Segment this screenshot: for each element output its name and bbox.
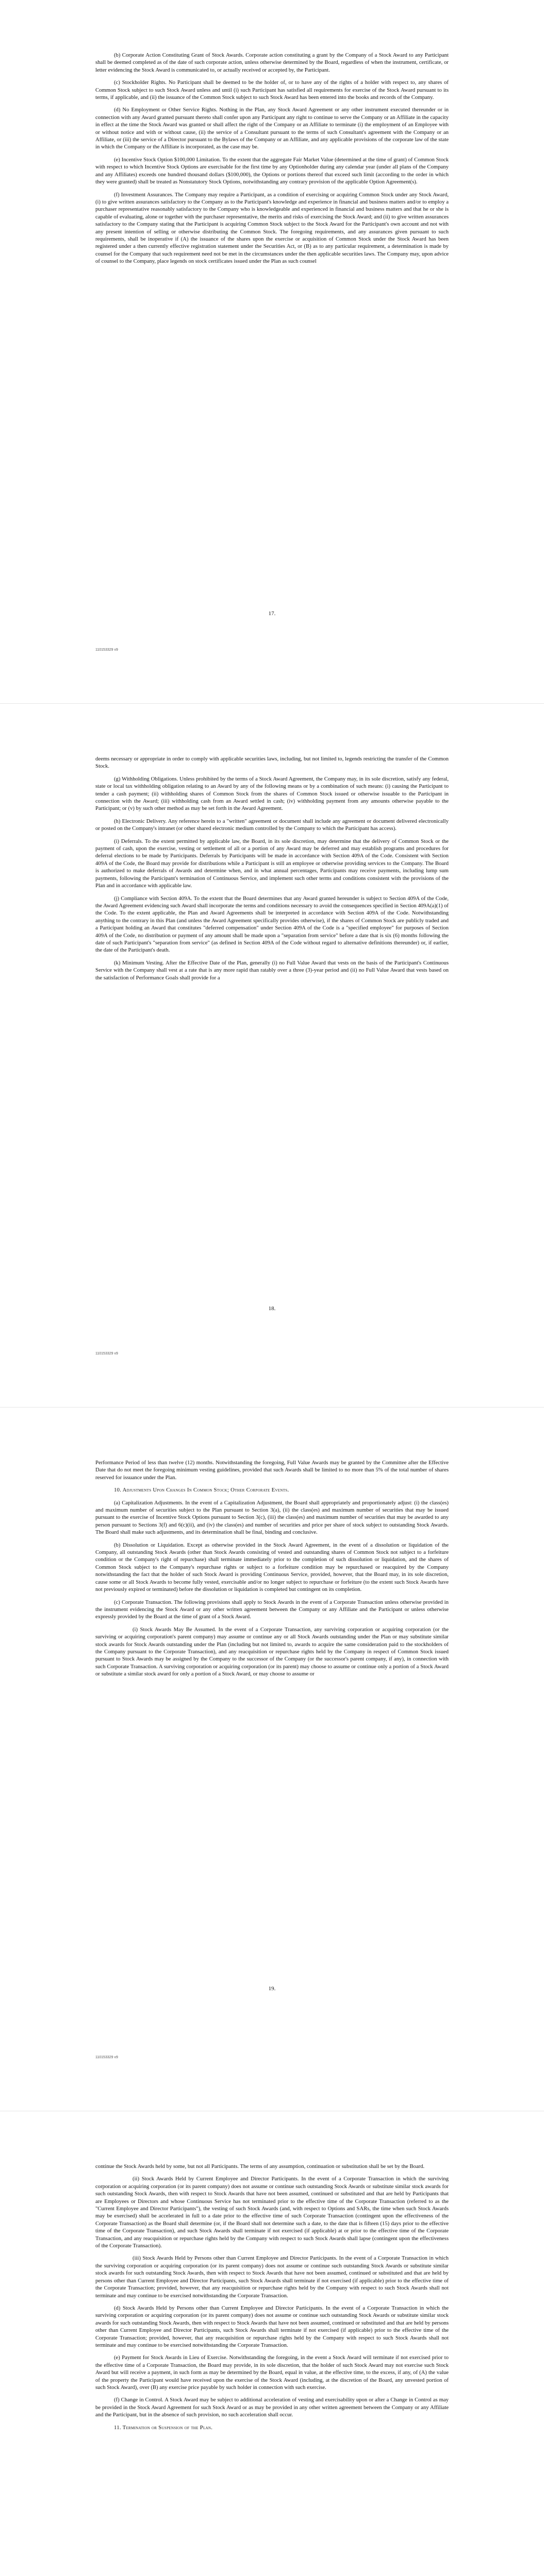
paragraph-e: (e) Payment for Stock Awards in Lieu of Exercise. Notwithstanding the foregoing, in the event a Stock Award will terminate if not exercised prior to the effective time of a Corporate Transaction, the Board may provide, in its sole discretion, that the holder of such Stock Award may not exercise such Stock Award but will receive a payment, in such form as may be determined by the Board, equal in value, at the effective time, to the excess, if any, of (A) the value of the property the Participant would have received upon the exercise of the Stock Award (including, at the discretion of the Board, any unvested portion of such Stock Award), over (B) any exercise price payable by such holder in connection with such exercise. xyxy=(95,2354,449,2391)
document-id: 110153329 v9 xyxy=(95,1352,118,1355)
paragraph-continued: Performance Period of less than twelve (12) months. Notwithstanding the foregoing, Full Value Awards may be granted by the Committee after the Effective Date that do not meet the foregoing minimum vesting guidelines, provided that such Awards shall be limited to no more than 5% of the total number of shares reserved for issuance under the Plan. xyxy=(95,1460,449,1481)
page-20-body xyxy=(95,2163,449,2436)
paragraph-a: (a) Capitalization Adjustments. In the event of a Capitalization Adjustment, the Board shall appropriately and proportionately adjust: (i) the class(es) and maximum number of securities subject to the Plan pursuant to Section 3(a), (ii) the class(es) and maximum number of securities that may be issued pursuant to the exercise of Incentive Stock Options pursuant to Section 3(c), (iii) the class(es) and maximum number of securities that may be awarded to any person pursuant to Sections 3(f) and 6(c)(ii), and (iv) the class(es) and number of securities and price per share of stock subject to outstanding Stock Awards. The Board shall make such adjustments, and its determination shall be final, binding and conclusive. xyxy=(95,1499,449,1536)
page-18 xyxy=(0,704,544,1407)
document-id: 110153329 v9 xyxy=(95,648,118,652)
paragraph-g: (g) Withholding Obligations. Unless prohibited by the terms of a Stock Award Agreement, the Company may, in its sole discretion, satisfy any federal, state or local tax withholding obligation relating to an Award by any of the following means or by a combination of such means: (i) causing the Participant to tender a cash payment; (ii) withholding shares of Common Stock from the shares of Common Stock issued or otherwise issuable to the Participant in connection with the Award; (iii) withholding cash from an Award settled in cash; (iv) withholding payment from any amounts otherwise payable to the Participant; or (v) by such other method as may be set forth in the Award Agreement. xyxy=(95,775,449,812)
page-number: 17. xyxy=(268,611,276,617)
paragraph-f: (f) Investment Assurances. The Company may require a Participant, as a condition of exercising or acquiring Common Stock under any Stock Award, (i) to give written assurances satisfactory to the Company as to the Participant's knowledge and experience in financial and business matters and/or to employ a purchaser representative reasonably satisfactory to the Company who is knowledgeable and experienced in financial and business matters and that he or she is capable of evaluating, alone or together with the purchaser representative, the merits and risks of exercising the Stock Award; and (ii) to give written assurances satisfactory to the Company stating that the Participant is acquiring Common Stock subject to the Stock Award for the Participant's own account and not with any present intention of selling or otherwise distributing the Common Stock. The foregoing requirements, and any assurances given pursuant to such requirements, shall be inoperative if (A) the issuance of the shares upon the exercise or acquisition of Common Stock under the Stock Award has been registered under a then currently effective registration statement under the Securities Act, or (B) as to any particular requirement, a determination is made by counsel for the Company that such requirement need not be met in the circumstances under the then applicable securities laws. The Company may, upon advice of counsel to the Company, place legends on stock certificates issued under the Plan as such counsel xyxy=(95,191,449,265)
page-19-body xyxy=(95,1459,449,1683)
paragraph-d: (d) No Employment or Other Service Rights. Nothing in the Plan, any Stock Award Agreement or any other instrument executed thereunder or in connection with any Award granted pursuant thereto shall confer upon any Participant any right to continue to serve the Company or an Affiliate in the capacity in effect at the time the Stock Award was granted or shall affect the right of the Company or an Affiliate to terminate (i) the employment of an Employee with or without notice and with or without cause, (ii) the service of a Consultant pursuant to the terms of such Consultant's agreement with the Company or an Affiliate, or (iii) the service of a Director pursuant to the Bylaws of the Company or an Affiliate, and any applicable provisions of the corporate law of the state in which the Company or the Affiliate is incorporated, as the case may be. xyxy=(95,107,449,150)
paragraph-j: (j) Compliance with Section 409A. To the extent that the Board determines that any Award granted hereunder is subject to Section 409A of the Code, the Award Agreement evidencing such Award shall incorporate the terms and conditions necessary to avoid the consequences specified in Section 409A(a)(1) of the Code. To the extent applicable, the Plan and Award Agreements shall be interpreted in accordance with Section 409A of the Code. Notwithstanding anything to the contrary in this Plan (and unless the Award Agreement specifically provides otherwise), if the shares of Common Stock are publicly traded and a Participant holding an Award that constitutes "deferred compensation" under Section 409A of the Code is a "specified employee" for purposes of Section 409A of the Code, no distribution or payment of any amount shall be made upon a "separation from service" before a date that is six (6) months following the date of such Participant's "separation from service" (as defined in Section 409A of the Code without regard to alternative definitions thereunder) or, if earlier, the date of the Participant's death. xyxy=(95,895,449,954)
paragraph-c-i: (i) Stock Awards May Be Assumed. In the event of a Corporate Transaction, any surviving corporation or acquiring corporation (or the surviving or acquiring corporation's parent company) may assume or continue any or all Stock Awards outstanding under the Plan or may substitute similar stock awards for Stock Awards outstanding under the Plan (including but not limited to, awards to acquire the same consideration paid to the stockholders of the Company pursuant to the Corporate Transaction), and any reacquisition or repurchase rights held by the Company in respect of Common Stock issued pursuant to Stock Awards may be assigned by the Company to the successor of the Company (or the successor's parent company, if any), in connection with such Corporate Transaction. A surviving corporation or acquiring corporation (or its parent) may choose to assume or continue only a portion of a Stock Award or substitute a similar stock award for only a portion of a Stock Award, or may choose to assume or xyxy=(95,1626,449,1677)
page-20 xyxy=(0,2111,544,2576)
document-id: 110153329 v9 xyxy=(95,2056,118,2059)
paragraph-b: (b) Corporate Action Constituting Grant of Stock Awards. Corporate action constituting a grant by the Company of a Stock Award to any Participant shall be deemed completed as of the date of such corporate action, unless otherwise determined by the Board, regardless of when the instrument, certificate, or letter evidencing the Stock Award is communicated to, or actually received or accepted by, the Participant. xyxy=(95,52,449,73)
paragraph-b: (b) Dissolution or Liquidation. Except as otherwise provided in the Stock Award Agreement, in the event of a dissolution or liquidation of the Company, all outstanding Stock Awards (other than Stock Awards consisting of vested and outstanding shares of Common Stock not subject to a forfeiture condition or the Company's right of repurchase) shall terminate immediately prior to the completion of such dissolution or liquidation, and the shares of Common Stock subject to the Company's repurchase rights or subject to a forfeiture condition may be repurchased or reacquired by the Company notwithstanding the fact that the holder of such Stock Award is providing Continuous Service, provided, however, that the Board may, in its sole discretion, cause some or all Stock Awards to become fully vested, exercisable and/or no longer subject to repurchase or forfeiture (to the extent such Stock Awards have not previously expired or terminated) before the dissolution or liquidation is completed but contingent on its completion. xyxy=(95,1541,449,1593)
paragraph-c: (c) Corporate Transaction. The following provisions shall apply to Stock Awards in the event of a Corporate Transaction unless otherwise provided in the instrument evidencing the Stock Award or any other written agreement between the Company or any Affiliate and the Participant or unless otherwise expressly provided by the Board at the time of grant of a Stock Award. xyxy=(95,1599,449,1620)
paragraph-e: (e) Incentive Stock Option $100,000 Limitation. To the extent that the aggregate Fair Market Value (determined at the time of grant) of Common Stock with respect to which Incentive Stock Options are exercisable for the first time by any Optionholder during any calendar year (under all plans of the Company and any Affiliates) exceeds one hundred thousand dollars ($100,000), the Options or portions thereof that exceed such limit (according to the order in which they were granted) shall be treated as Nonstatutory Stock Options, notwithstanding any contrary provision of the applicable Option Agreement(s). xyxy=(95,156,449,185)
paragraph-i: (i) Deferrals. To the extent permitted by applicable law, the Board, in its sole discretion, may determine that the delivery of Common Stock or the payment of cash, upon the exercise, vesting or settlement of all or a portion of any Award may be deferred and may establish programs and procedures for deferral elections to be made by Participants. Deferrals by Participants will be made in accordance with Section 409A of the Code. Consistent with Section 409A of the Code, the Board may provide for distributions while a Participant is still an employee or otherwise providing services to the Company. The Board is authorized to make deferrals of Awards and determine when, and in what annual percentages, Participants may receive payments, including lump sum payments, following the Participant's termination of Continuous Service, and implement such other terms and conditions consistent with the provisions of the Plan and in accordance with applicable law. xyxy=(95,838,449,889)
paragraph-h: (h) Electronic Delivery. Any reference herein to a "written" agreement or document shall include any agreement or document delivered electronically or posted on the Company's intranet (or other shared electronic medium controlled by the Company to which the Participant has access). xyxy=(95,818,449,832)
paragraph-c-ii: (ii) Stock Awards Held by Current Employee and Director Participants. In the event of a Corporate Transaction in which the surviving corporation or acquiring corporation (or its parent company) does not assume or continue such outstanding Stock Awards or substitute similar stock awards for such outstanding Stock Awards, then with respect to Stock Awards that have not been assumed, continued or substituted and that are held by Participants that are Employees or Directors and whose Continuous Service has not terminated prior to the effective time of the Corporate Transaction (referred to as the "Current Employee and Director Participants"), the vesting of such Stock Awards (and, with respect to Options and SARs, the time when such Stock Awards may be exercised) shall be accelerated in full to a date prior to the effective time of such Corporate Transaction (contingent upon the effectiveness of the Corporate Transaction) as the Board shall determine (or, if the Board shall not determine such a date, to the date that is fifteen (15) days prior to the effective time of the Corporate Transaction), and such Stock Awards shall terminate if not exercised (if applicable) at or prior to the effective time of the Corporate Transaction, and any reacquisition or repurchase rights held by the Company with respect to such Stock Awards shall lapse (contingent upon the effectiveness of the Corporate Transaction). xyxy=(95,2176,449,2249)
page-19 xyxy=(0,1408,544,2111)
paragraph-c: (c) Stockholder Rights. No Participant shall be deemed to be the holder of, or to have any of the rights of a holder with respect to, any shares of Common Stock subject to such Stock Award unless and until (i) such Participant has satisfied all requirements for exercise of the Stock Award pursuant to its terms, if applicable, and (ii) the issuance of the Common Stock subject to such Stock Award has been entered into the books and records of the Company. xyxy=(95,79,449,101)
paragraph-continued: continue the Stock Awards held by some, but not all Participants. The terms of any assumption, continuation or substitution shall be set by the Board. xyxy=(95,2163,425,2170)
page-number: 18. xyxy=(268,1306,276,1312)
paragraph-k: (k) Minimum Vesting. After the Effective Date of the Plan, generally (i) no Full Value Award that vests on the basis of the Participant's Continuous Service with the Company shall vest at a rate that is any more rapid than ratably over a three (3)-year period and (ii) no Full Value Award that vests based on the satisfaction of Performance Goals shall provide for a xyxy=(95,959,449,981)
page-17-body xyxy=(95,52,449,270)
page-18-body xyxy=(95,755,449,987)
page-number: 19. xyxy=(268,1986,276,1992)
page-17 xyxy=(0,0,544,703)
section-heading-11: 11. Termination or Suspension of the Plan. xyxy=(114,2424,213,2431)
paragraph-c-iii: (iii) Stock Awards Held by Persons other than Current Employee and Director Participants. In the event of a Corporate Transaction in which the surviving corporation or acquiring corporation (or its parent company) does not assume or continue such outstanding Stock Awards or substitute similar stock awards for such outstanding Stock Awards, then with respect to Stock Awards that have not been assumed, continued or substituted and that are held by persons other than Current Employee and Director Participants, such Stock Awards shall terminate if not exercised (if applicable) prior to the effective time of the Corporate Transaction; provided, however, that any reacquisition or repurchase rights held by the Company with respect to such Stock Awards shall not terminate and may continue to be exercised notwithstanding the Corporate Transaction. xyxy=(95,2255,449,2299)
paragraph-d: (d) Stock Awards Held by Persons other than Current Employee and Director Participants. In the event of a Corporate Transaction in which the surviving corporation or acquiring corporation (or its parent company) does not assume or continue such outstanding Stock Awards or substitute similar stock awards for such outstanding Stock Awards, then with respect to Stock Awards that have not been assumed, continued or substituted and that are held by persons other than Current Employee and Director Participants, such Stock Awards shall terminate if not exercised (if applicable) prior to the effective time of the Corporate Transaction; provided, however, that any reacquisition or repurchase rights held by the Company with respect to such Stock Awards shall not terminate and may continue to be exercised notwithstanding the Corporate Transaction. xyxy=(95,2304,449,2348)
paragraph-continued: deems necessary or appropriate in order to comply with applicable securities laws, including, but not limited to, legends restricting the transfer of the Common Stock. xyxy=(95,756,449,770)
section-heading-10: 10. Adjustments Upon Changes In Common Stock; Other Corporate Events. xyxy=(114,1487,289,1494)
paragraph-f: (f) Change in Control. A Stock Award may be subject to additional acceleration of vesting and exercisability upon or after a Change in Control as may be provided in the Stock Award Agreement for such Stock Award or as may be provided in any other written agreement between the Company or any Affiliate and the Participant, but in the absence of such provision, no such acceleration shall occur. xyxy=(95,2397,449,2418)
